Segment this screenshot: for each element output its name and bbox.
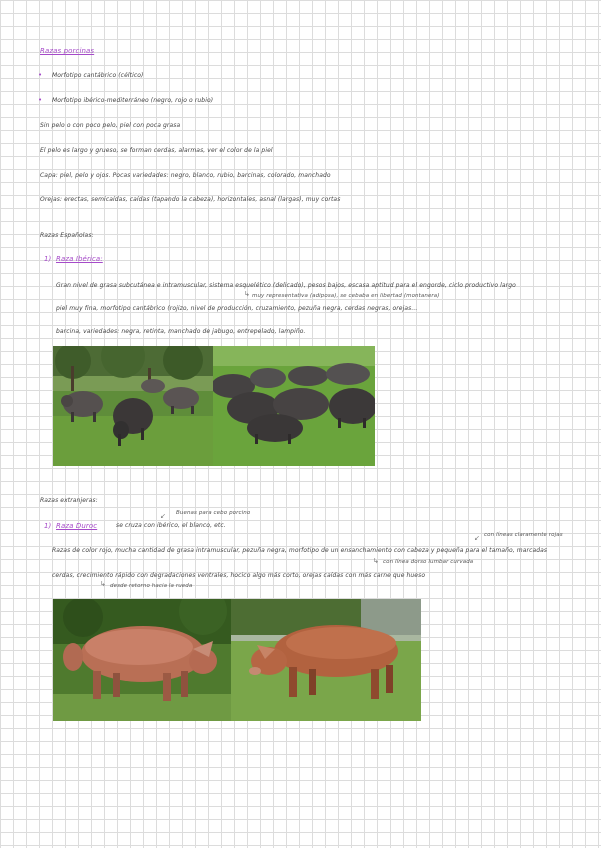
arrow-icon: ↙ bbox=[474, 534, 480, 542]
text-line: Razas de color rojo, mucha cantidad de grasa intramuscular, pezuña negra, morfotipo de un ensanchamiento con cabeza y pequeña para el tamaño, marcadas bbox=[52, 547, 548, 554]
section1-title: Razas porcinas bbox=[40, 47, 95, 55]
annotation-note: con líneas claramente rojas bbox=[484, 532, 563, 538]
arrow-icon: ↳ bbox=[100, 580, 106, 588]
item-number: 1) bbox=[44, 522, 52, 530]
duroc-pig-photo-left bbox=[53, 599, 231, 721]
iberian-pig-photo-right bbox=[213, 346, 375, 466]
duroc-pig-photo-right bbox=[231, 599, 421, 721]
arrow-icon: ↳ bbox=[244, 290, 250, 298]
annotation-note: con línea dorso lumbar curvada bbox=[383, 559, 474, 565]
bullet-dot: • bbox=[38, 71, 43, 79]
item-number: 1) bbox=[44, 255, 52, 263]
text-line: Gran nivel de grasa subcutánea e intramuscular, sistema esquelético (delicado), pesos bajos, escasa aptitud para el engorde, ciclo productivo largo bbox=[56, 282, 516, 289]
annotation-note: muy representativa (adiposa), se cebaba en libertad (montanera) bbox=[252, 293, 440, 299]
item-title-iberica: Raza Ibérica: bbox=[56, 255, 103, 263]
text-line: El pelo es largo y grueso, se forman cerdas, alarmas, ver el color de la piel bbox=[40, 147, 273, 154]
item-title-duroc: Raza Duroc bbox=[56, 522, 98, 530]
bullet-2: Morfotipo ibérico-mediterráneo (negro, rojo o rubio) bbox=[52, 97, 214, 104]
arrow-icon: ↙ bbox=[160, 512, 166, 520]
bullet-dot: • bbox=[38, 96, 43, 104]
section2-title: Razas Españolas: bbox=[40, 232, 94, 239]
text-line: barcina, variedades: negra, retinta, manchado de jabugo, entrepelado, lampiño. bbox=[56, 328, 306, 335]
section3-title: Razas extranjeras: bbox=[40, 497, 98, 504]
annotation-note: Buenas para cebo porcino bbox=[176, 510, 251, 516]
text-line: se cruza con ibérico, el blanco, etc. bbox=[116, 522, 226, 529]
text-line: Orejas: erectas, semicaídas, caídas (tapando la cabeza), horizontales, asnal (largas), muy cortas bbox=[40, 196, 341, 203]
annotation-note: desde retorno hacia la rueda bbox=[110, 583, 193, 589]
bullet-1: Morfotipo cantábrico (céltico) bbox=[52, 72, 144, 79]
text-line: Capa: piel, pelo y ojos. Pocas variedades: negro, blanco, rubio, barcinas, colorado, manchado bbox=[40, 172, 331, 179]
text-line: piel muy fina, morfotipo cantábrico (rojizo, nivel de producción, cruzamiento, pezuña negra, cerdas negras, orejas... bbox=[56, 305, 418, 312]
arrow-icon: ↳ bbox=[373, 557, 379, 565]
iberian-pig-photo-left bbox=[53, 346, 213, 466]
text-line: Sin pelo o con poco pelo, piel con poca grasa bbox=[40, 122, 181, 129]
text-line: cerdas, crecimiento rápido con degradaciones ventrales, hocico algo más corto, orejas caídas con más carne que hueso bbox=[52, 572, 426, 579]
